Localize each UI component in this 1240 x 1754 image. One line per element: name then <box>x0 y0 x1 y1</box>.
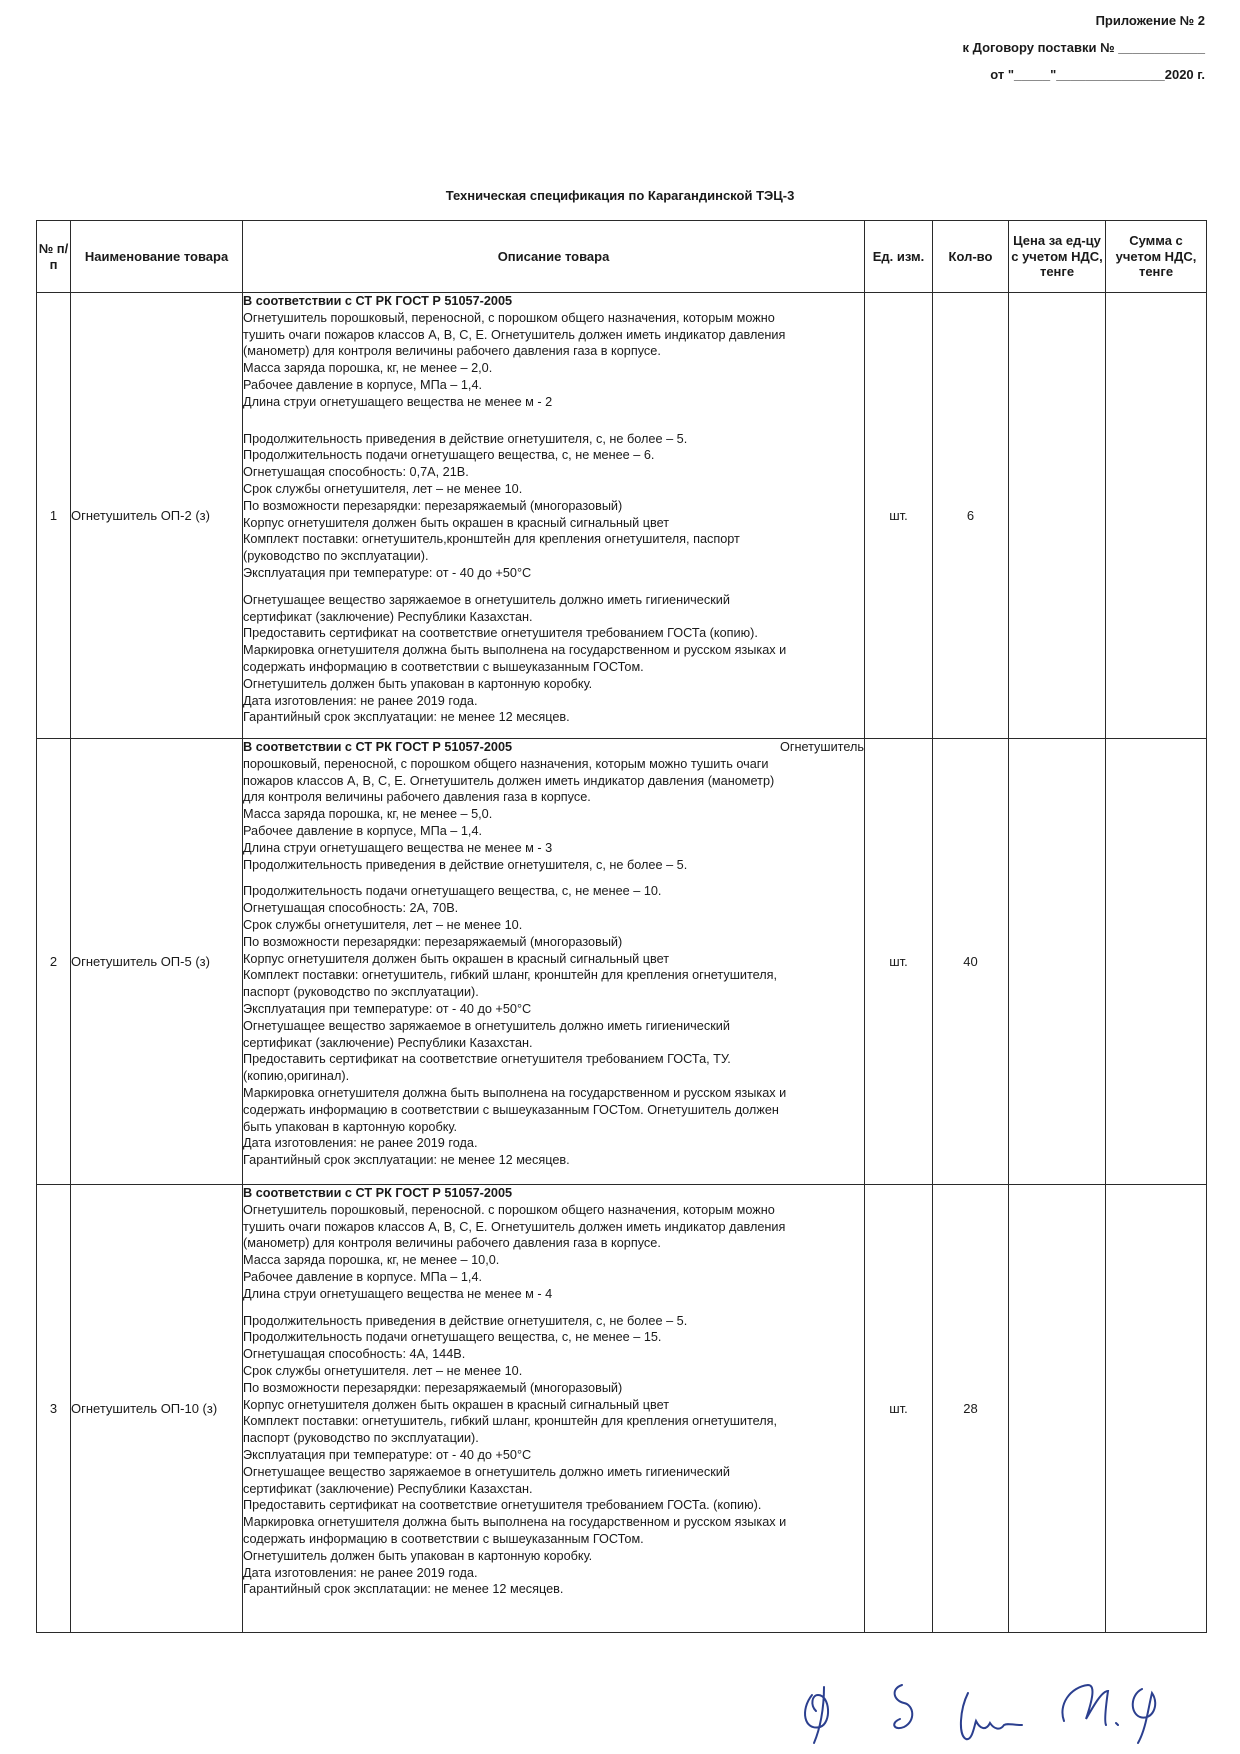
description-line: Корпус огнетушителя должен быть окрашен в красный сигнальный цвет <box>243 515 670 530</box>
description-line: Огнетушащая способность: 0,7А, 21В. <box>243 465 469 480</box>
description-line: Продолжительность приведения в действие огнетушителя, с, не более – 5. <box>243 1313 688 1328</box>
description-line: (манометр) для контроля величины рабочего давления газа в корпусе. <box>243 344 661 359</box>
description-line-continuation: Огнетушитель <box>779 740 864 754</box>
sum-cell <box>1106 293 1207 739</box>
description-line: Эксплуатация при температуре: от - 40 до +50°С <box>243 565 532 580</box>
description-line: Корпус огнетушителя должен быть окрашен в красный сигнальный цвет <box>243 1397 670 1412</box>
description-line: По возможности перезарядки: перезаряжаемый (многоразовый) <box>243 498 623 513</box>
column-header-unit: Ед. изм. <box>865 221 933 293</box>
description-line: сертификат (заключение) Республики Казахстан. <box>243 1035 533 1050</box>
price-cell <box>1009 739 1106 1185</box>
description-line: Гарантийный срок эксплуатации: не менее 12 месяцев. <box>243 710 570 725</box>
column-header-name: Наименование товара <box>71 221 243 293</box>
description-line: Дата изготовления: не ранее 2019 года. <box>243 1565 478 1580</box>
description-line: Длина струи огнетушащего вещества не менее м - 4 <box>243 1286 553 1301</box>
appendix-number: Приложение № 2 <box>1095 13 1205 28</box>
signature-2 <box>894 1685 912 1728</box>
line-gap <box>243 1303 864 1313</box>
description-line: (руководство по эксплуатации). <box>243 549 429 564</box>
product-description <box>243 1185 865 1633</box>
product-description <box>243 293 865 739</box>
description-line: (копию,оригинал). <box>243 1069 350 1084</box>
sum-cell <box>1106 1185 1207 1633</box>
description-line: Продолжительность подачи огнетушащего вещества, с, не менее – 6. <box>243 448 655 463</box>
description-line: Дата изготовления: не ранее 2019 года. <box>243 693 478 708</box>
price-cell <box>1009 1185 1106 1633</box>
unit-of-measure: шт. <box>865 293 933 739</box>
table-row <box>37 739 1207 1185</box>
description-line: Длина струи огнетушащего вещества не менее м - 2 <box>243 394 553 409</box>
description-line: Маркировка огнетушителя должна быть выполнена на государственном и русском языках и <box>243 1085 787 1100</box>
description-line: Эксплуатация при температуре: от - 40 до +50°С <box>243 1447 532 1462</box>
signature-3 <box>961 1693 1022 1739</box>
description-line: пожаров классов А, В, С, Е. Огнетушитель должен иметь индикатор давления (манометр) <box>243 773 775 788</box>
description-line: Рабочее давление в корпусе, МПа – 1,4. <box>243 377 483 392</box>
description-line: содержать информацию в соответствии с вышеуказанным ГОСТом. Огнетушитель должен <box>243 1102 779 1117</box>
quantity: 6 <box>933 293 1009 739</box>
description-line: для контроля величины рабочего давления газа в корпусе. <box>243 790 591 805</box>
line-gap <box>243 873 864 883</box>
column-header-quantity: Кол-во <box>933 221 1009 293</box>
signature-1 <box>805 1687 828 1743</box>
description-line: Маркировка огнетушителя должна быть выполнена на государственном и русском языках и <box>243 1515 787 1530</box>
column-header-price: Цена за ед-цу с учетом НДС, тенге <box>1009 221 1106 293</box>
description-line: Масса заряда порошка, кг, не менее – 10,0. <box>243 1253 500 1268</box>
column-header-description: Описание товара <box>243 221 865 293</box>
description-line: паспорт (руководство по эксплуатации). <box>243 985 479 1000</box>
description-line: порошковый, переносной, с порошком общего назначения, которым можно тушить очаги <box>243 756 769 771</box>
price-cell <box>1009 293 1106 739</box>
description-line: Гарантийный срок эксплатации: не менее 12 месяцев. <box>243 1582 564 1597</box>
signature-4 <box>1062 1685 1155 1743</box>
product-name: Огнетушитель ОП-2 (з) <box>71 293 243 739</box>
table-header-row <box>37 221 1207 293</box>
description-line: тушить очаги пожаров классов А, В, С, Е. Огнетушитель должен иметь индикатор давления <box>243 327 786 342</box>
description-line: Дата изготовления: не ранее 2019 года. <box>243 1136 478 1151</box>
description-line: паспорт (руководство по эксплуатации). <box>243 1431 479 1446</box>
description-line: Предоставить сертификат на соответствие огнетушителя требованием ГОСТа (копию). <box>243 626 758 641</box>
description-line-text: В соответствии с СТ РК ГОСТ Р 51057-2005 <box>243 740 513 754</box>
contract-reference: к Договору поставки № ____________ <box>962 40 1205 55</box>
table-row <box>37 293 1207 739</box>
description-line: сертификат (заключение) Республики Казахстан. <box>243 609 533 624</box>
description-line: Комплект поставки: огнетушитель, гибкий шланг, кронштейн для крепления огнетушителя, <box>243 968 778 983</box>
description-line: Комплект поставки: огнетушитель,кронштейн для крепления огнетушителя, паспорт <box>243 532 740 547</box>
unit-of-measure: шт. <box>865 739 933 1185</box>
description-line: Рабочее давление в корпусе. МПа – 1,4. <box>243 1269 483 1284</box>
description-line: содержать информацию в соответствии с вышеуказанным ГОСТом. <box>243 659 644 674</box>
description-line: тушить очаги пожаров классов А, В, С, Е. Огнетушитель должен иметь индикатор давления <box>243 1219 786 1234</box>
description-line: Длина струи огнетушащего вещества не менее м - 3 <box>243 840 553 855</box>
description-line: Срок службы огнетушителя, лет – не менее 10. <box>243 917 523 932</box>
row-number: 2 <box>37 739 71 1185</box>
description-line: Эксплуатация при температуре: от - 40 до +50°С <box>243 1001 532 1016</box>
document-header <box>885 14 1205 95</box>
description-line: Срок службы огнетушителя. лет – не менее 10. <box>243 1363 523 1378</box>
product-name: Огнетушитель ОП-5 (з) <box>71 739 243 1185</box>
contract-date: от "_____"_______________2020 г. <box>990 67 1205 82</box>
description-line: Корпус огнетушителя должен быть окрашен в красный сигнальный цвет <box>243 951 670 966</box>
description-line: Масса заряда порошка, кг, не менее – 5,0. <box>243 807 493 822</box>
description-line: Огнетушащая способность: 4А, 144В. <box>243 1347 466 1362</box>
description-line: быть упакован в картонную коробку. <box>243 1119 458 1134</box>
description-line: Продолжительность приведения в действие огнетушителя, с, не более – 5. <box>243 857 688 872</box>
quantity: 40 <box>933 739 1009 1185</box>
description-line: По возможности перезарядки: перезаряжаемый (многоразовый) <box>243 934 623 949</box>
description-line: Масса заряда порошка, кг, не менее – 2,0. <box>243 361 493 376</box>
description-line: Огнетушитель должен быть упакован в картонную коробку. <box>243 676 593 691</box>
description-line: содержать информацию в соответствии с вышеуказанным ГОСТом. <box>243 1531 644 1546</box>
product-name: Огнетушитель ОП-10 (з) <box>71 1185 243 1633</box>
description-line: Гарантийный срок эксплуатации: не менее 12 месяцев. <box>243 1153 570 1168</box>
description-line: Огнетушащее вещество заряжаемое в огнетушитель должно иметь гигиенический <box>243 592 730 607</box>
product-description <box>243 739 865 1185</box>
specification-table <box>36 220 1207 1633</box>
description-line: Комплект поставки: огнетушитель, гибкий шланг, кронштейн для крепления огнетушителя, <box>243 1414 778 1429</box>
description-line <box>243 739 864 756</box>
description-line: Огнетушитель порошковый, переносной, с порошком общего назначения, которым можно <box>243 310 775 325</box>
description-line: Срок службы огнетушителя, лет – не менее 10. <box>243 481 523 496</box>
line-gap <box>243 421 864 431</box>
description-line: Продолжительность приведения в действие огнетушителя, с, не более – 5. <box>243 431 688 446</box>
description-line: В соответствии с СТ РК ГОСТ Р 51057-2005 <box>243 294 513 308</box>
description-line: Предоставить сертификат на соответствие огнетушителя требованием ГОСТа. (копию). <box>243 1498 762 1513</box>
row-number: 3 <box>37 1185 71 1633</box>
description-line: Огнетушащая способность: 2А, 70В. <box>243 901 459 916</box>
row-number: 1 <box>37 293 71 739</box>
quantity: 28 <box>933 1185 1009 1633</box>
description-line: По возможности перезарядки: перезаряжаемый (многоразовый) <box>243 1380 623 1395</box>
description-line: В соответствии с СТ РК ГОСТ Р 51057-2005 <box>243 1186 513 1200</box>
document-title: Техническая спецификация по Карагандинской ТЭЦ-3 <box>445 188 795 203</box>
description-line: сертификат (заключение) Республики Казахстан. <box>243 1481 533 1496</box>
description-line: Огнетушащее вещество заряжаемое в огнетушитель должно иметь гигиенический <box>243 1464 730 1479</box>
signatures <box>790 1665 1210 1745</box>
column-header-number: № п/п <box>37 221 71 293</box>
description-line: Маркировка огнетушителя должна быть выполнена на государственном и русском языках и <box>243 643 787 658</box>
description-line: Продолжительность подачи огнетушащего вещества, с, не менее – 15. <box>243 1330 662 1345</box>
unit-of-measure: шт. <box>865 1185 933 1633</box>
column-header-sum: Сумма с учетом НДС, тенге <box>1106 221 1207 293</box>
sum-cell <box>1106 739 1207 1185</box>
description-line: Огнетушитель должен быть упакован в картонную коробку. <box>243 1548 593 1563</box>
table-row <box>37 1185 1207 1633</box>
description-line: Рабочее давление в корпусе, МПа – 1,4. <box>243 823 483 838</box>
line-gap <box>243 582 864 592</box>
description-line: Огнетушитель порошковый, переносной. с порошком общего назначения, которым можно <box>243 1202 775 1217</box>
line-gap <box>243 411 864 421</box>
description-line: Огнетушащее вещество заряжаемое в огнетушитель должно иметь гигиенический <box>243 1018 730 1033</box>
description-line: (манометр) для контроля величины рабочего давления газа в корпусе. <box>243 1236 661 1251</box>
description-line: Продолжительность подачи огнетушащего вещества, с, не менее – 10. <box>243 884 662 899</box>
description-line: Предоставить сертификат на соответствие огнетушителя требованием ГОСТа, ТУ. <box>243 1052 731 1067</box>
